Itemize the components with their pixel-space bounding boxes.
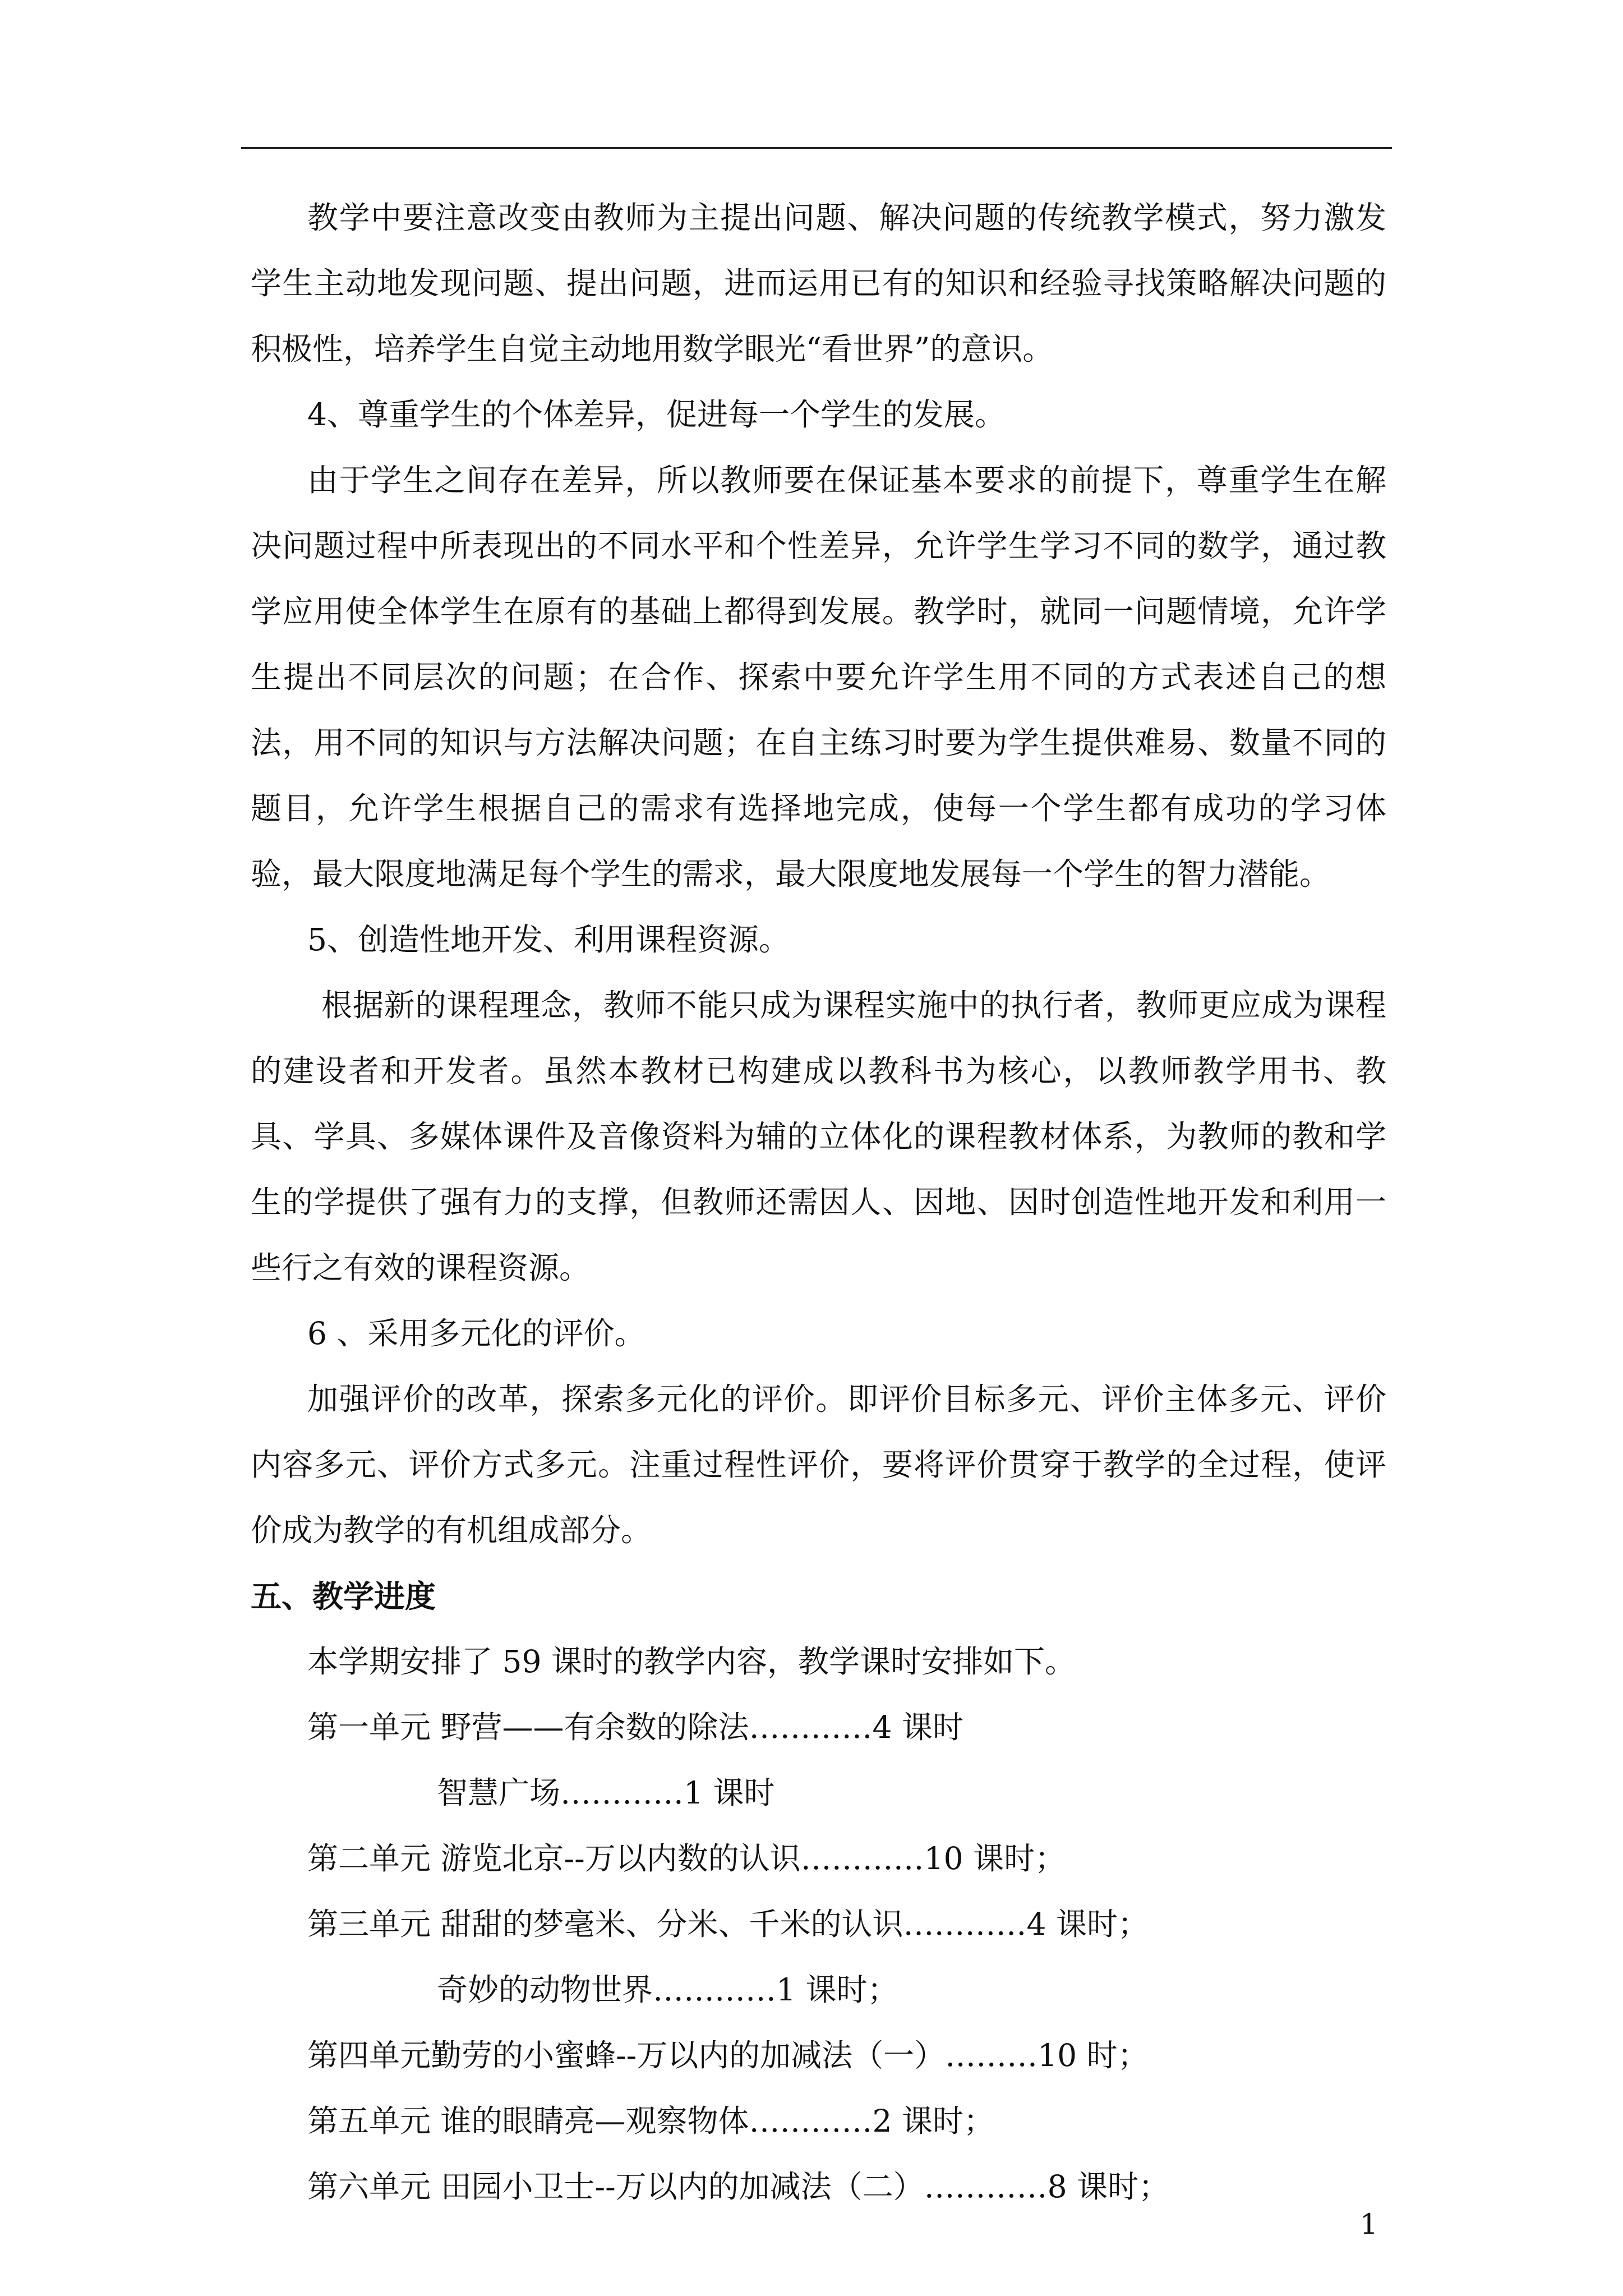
header-rule (241, 147, 1392, 149)
schedule-item-animal-world: 奇妙的动物世界…………1 课时； (437, 1972, 898, 2008)
schedule-intro: 本学期安排了 59 课时的教学内容，教学课时安排如下。 (307, 1644, 1076, 1680)
schedule-item-unit-4: 第四单元勤劳的小蜜蜂--万以内的加减法（一）………10 时； (307, 2037, 1149, 2073)
point-4-heading: 4、尊重学生的个体差异，促进每一个学生的发展。 (307, 397, 1006, 432)
paragraph-evaluation: 加强评价的改革，探索多元化的评价。即评价目标多元、评价主体多元、评价内容多元、评价方式多元。注重过程性评价，要将评价贯穿于教学的全过程，使评价成为教学的有机组成部分。 (251, 1381, 1386, 1548)
schedule-item-unit-3: 第三单元 甜甜的梦毫米、分米、千米的认识…………4 课时； (307, 1906, 1149, 1942)
schedule-item-unit-2: 第二单元 游览北京--万以内数的认识…………10 课时； (307, 1841, 1066, 1876)
paragraph-individual-differences: 由于学生之间存在差异，所以教师要在保证基本要求的前提下，尊重学生在解决问题过程中所表现出的不同水平和个性差异，允许学生学习不同的数学，通过教学应用使全体学生在原有的基础上都得到发展。教学时，就同一问题情境，允许学生提出不同层次的问题；在合作、探索中要允许学生用不同的方式表述自己的想法，用不同的知识与方法解决问题；在自主练习时要为学生提供难易、数量不同的题目，允许学生根据自己的需求有选择地完成，使每一个学生都有成功的学习体验，最大限度地满足每个学生的需求，最大限度地发展每一个学生的智力潜能。 (251, 462, 1386, 892)
schedule-item-wisdom-square: 智慧广场…………1 课时 (437, 1775, 775, 1811)
page-number: 1 (1360, 2208, 1378, 2240)
point-6-heading: 6 、采用多元化的评价。 (307, 1315, 645, 1351)
document-body (251, 185, 1386, 2220)
paragraph-course-resources: 根据新的课程理念，教师不能只成为课程实施中的执行者，教师更应成为课程的建设者和开发者。虽然本教材已构建成以教科书为核心，以教师教学用书、教具、学具、多媒体课件及音像资料为辅的立体化的课程教材体系，为教师的教和学生的学提供了强有力的支撑，但教师还需因人、因地、因时创造性地开发和利用一些行之有效的课程资源。 (251, 987, 1386, 1286)
schedule-item-unit-6: 第六单元 田园小卫士--万以内的加减法（二）…………8 课时； (307, 2169, 1170, 2205)
section-heading-teaching-schedule: 五、教学进度 (251, 1578, 436, 1614)
schedule-item-unit-5: 第五单元 谁的眼睛亮—观察物体…………2 课时； (307, 2103, 994, 2139)
paragraph-teaching-mode: 教学中要注意改变由教师为主提出问题、解决问题的传统教学模式，努力激发学生主动地发现问题、提出问题，进而运用已有的知识和经验寻找策略解决问题的积极性，培养学生自觉主动地用数学眼光“看世界”的意识。 (251, 200, 1386, 367)
point-5-heading: 5、创造性地开发、利用课程资源。 (307, 922, 790, 958)
schedule-item-unit-1: 第一单元 野营——有余数的除法…………4 课时 (307, 1709, 963, 1745)
